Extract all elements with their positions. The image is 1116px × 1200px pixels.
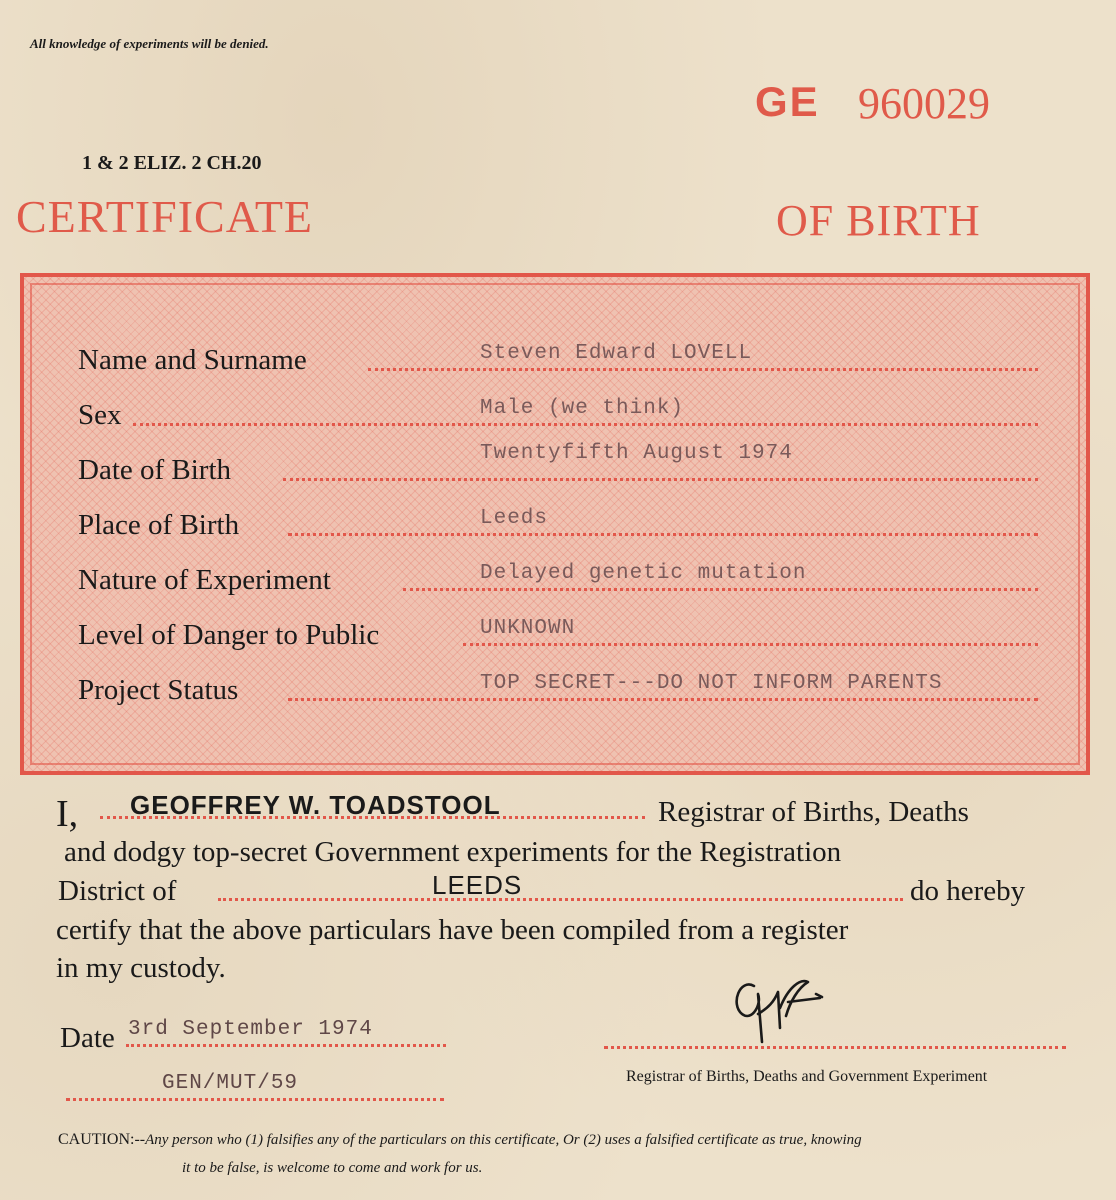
field-dots bbox=[403, 588, 1038, 591]
field-name-surname bbox=[78, 337, 1038, 377]
field-label: Name and Surname bbox=[78, 344, 307, 376]
caution-line2: it to be false, is welcome to come and work for us. bbox=[182, 1160, 483, 1176]
field-label: Place of Birth bbox=[78, 509, 240, 541]
field-danger-level bbox=[78, 612, 1038, 652]
serial-prefix: GE bbox=[755, 78, 820, 125]
field-label: Date of Birth bbox=[78, 454, 232, 486]
cert-line4: certify that the above particulars have been compiled from a register bbox=[56, 914, 849, 946]
field-dots bbox=[288, 533, 1038, 536]
date-value: 3rd September 1974 bbox=[128, 1018, 373, 1041]
title-of-birth: OF BIRTH bbox=[776, 196, 981, 245]
field-dots bbox=[463, 643, 1038, 646]
field-place-of-birth bbox=[78, 502, 1038, 542]
caution-notice bbox=[58, 1131, 862, 1149]
serial-number: 960029 bbox=[858, 79, 990, 128]
field-value: Twentyfifth August 1974 bbox=[480, 442, 793, 465]
field-value: Leeds bbox=[480, 507, 549, 530]
date-label: Date bbox=[60, 1022, 115, 1054]
field-project-status bbox=[78, 667, 1038, 707]
cert-line1-suffix: Registrar of Births, Deaths bbox=[658, 796, 969, 828]
district-label: District of bbox=[58, 875, 177, 907]
field-dots bbox=[368, 368, 1038, 371]
field-date-of-birth bbox=[78, 442, 1038, 487]
field-value: Male (we think) bbox=[480, 397, 685, 420]
caution-line1: Any person who (1) falsifies any of the particulars on this certificate, Or (2) uses a falsified certificate as true, knowing bbox=[145, 1132, 862, 1148]
field-label: Project Status bbox=[78, 674, 239, 706]
field-value: UNKNOWN bbox=[480, 617, 576, 640]
district-dots bbox=[218, 898, 903, 901]
reference-dots bbox=[66, 1098, 444, 1101]
signature-caption: Registrar of Births, Deaths and Government Experiment bbox=[626, 1068, 988, 1085]
field-dots bbox=[288, 698, 1038, 701]
field-label: Nature of Experiment bbox=[78, 564, 331, 596]
cert-pronoun: I, bbox=[56, 793, 79, 835]
signature-dots bbox=[604, 1046, 1066, 1049]
field-sex bbox=[78, 392, 1038, 432]
field-value: Delayed genetic mutation bbox=[480, 562, 807, 585]
reference-number: GEN/MUT/59 bbox=[162, 1072, 299, 1095]
date-dots bbox=[126, 1044, 446, 1047]
field-dots bbox=[283, 478, 1038, 481]
field-value: Steven Edward LOVELL bbox=[480, 342, 753, 365]
act-reference: 1 & 2 ELIZ. 2 CH.20 bbox=[82, 152, 262, 174]
signature-mark bbox=[728, 968, 838, 1046]
field-label: Sex bbox=[78, 399, 122, 431]
registrar-name: GEOFFREY W. TOADSTOOL bbox=[130, 790, 501, 820]
denial-notice: All knowledge of experiments will be denied. bbox=[30, 36, 269, 51]
field-nature-of-experiment bbox=[78, 557, 1038, 597]
field-value: TOP SECRET---DO NOT INFORM PARENTS bbox=[480, 672, 943, 695]
caution-label: CAUTION:-- bbox=[58, 1131, 146, 1148]
district-value: LEEDS bbox=[432, 870, 523, 900]
field-label: Level of Danger to Public bbox=[78, 619, 380, 651]
cert-line5: in my custody. bbox=[56, 952, 226, 984]
cert-line2: and dodgy top-secret Government experiments for the Registration bbox=[64, 836, 842, 868]
field-dots bbox=[133, 423, 1038, 426]
district-suffix: do hereby bbox=[910, 875, 1026, 907]
registrar-signature bbox=[728, 968, 838, 1051]
title-certificate: CERTIFICATE bbox=[16, 191, 314, 242]
